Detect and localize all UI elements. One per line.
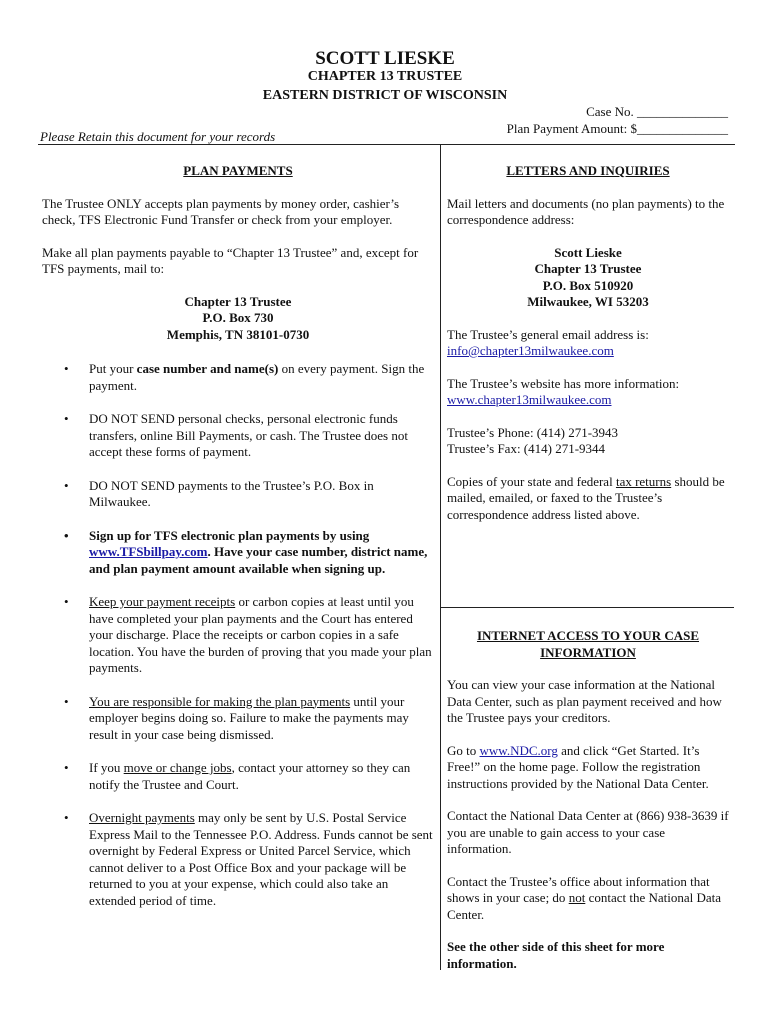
accepted-payments-text: The Trustee ONLY accepts plan payments by money order, cashier’s check, TFS Electronic Fund Transfer or check from your employer. — [42, 195, 400, 227]
text: Copies of your state and federal — [447, 473, 616, 489]
plan-amount-field: Plan Payment Amount: $______________ — [506, 121, 728, 136]
website-label: The Trustee’s website has more information: — [447, 375, 680, 391]
trustee-name-title: SCOTT LIESKE — [315, 48, 455, 69]
text: until your employer begins doing so. Failure to make the payments may result in your case being dismissed. — [89, 693, 409, 742]
plan-payments-column — [42, 163, 434, 926]
list-item — [42, 361, 434, 394]
email-block — [447, 327, 729, 360]
bullet-icon: • — [64, 760, 69, 775]
payment-address — [42, 294, 434, 344]
district-subtitle: EASTERN DISTRICT OF WISCONSIN — [262, 88, 508, 103]
phone-number: Trustee’s Phone: (414) 271-3943 — [447, 424, 619, 440]
correspondence-address-line: P.O. Box 510920 — [542, 277, 634, 293]
website-link[interactable]: www.chapter13milwaukee.com — [447, 392, 612, 407]
text: DO NOT SEND payments to the Trustee’s P.O. Box in Milwaukee. — [89, 477, 374, 509]
trustee-contact-text — [447, 874, 729, 924]
list-item — [42, 760, 434, 793]
text: If you — [89, 760, 124, 775]
column-divider — [440, 145, 441, 970]
text: may only be sent by U.S. Postal Service Express Mail to the Tennessee P.O. Address. Funds cannot be sent overnight by Federal Express or United Parcel Service, which cannot deliver to a Post Office Box and your package will be returned to you at your expense, which could also take an extended period of time. — [89, 810, 433, 908]
letters-inquiries-heading: LETTERS AND INQUIRIES — [506, 163, 670, 178]
correspondence-text: Mail letters and documents (no plan payments) to the correspondence address: — [447, 195, 725, 227]
text-underlined: Overnight payments — [89, 810, 195, 825]
text-underlined: not — [568, 890, 586, 905]
letters-inquiries-column — [447, 163, 729, 972]
text: should be mailed, emailed, or faxed to the Trustee’s correspondence address listed above. — [447, 473, 725, 522]
correspondence-address-line: Scott Lieske — [554, 244, 622, 260]
payment-address-line: Memphis, TN 38101-0730 — [166, 326, 310, 342]
plan-payments-heading: PLAN PAYMENTS — [183, 163, 293, 178]
payable-to-text: Make all plan payments payable to “Chapter 13 Trustee” and, except for TFS payments, mail to: — [42, 244, 419, 276]
text: contact the National Data Center. — [447, 890, 722, 922]
ndc-register-text — [447, 743, 729, 793]
header-divider — [38, 144, 735, 145]
payment-address-line: Chapter 13 Trustee — [184, 293, 292, 309]
bullet-icon: • — [64, 411, 69, 426]
bullet-icon: • — [64, 810, 69, 825]
payment-address-line: P.O. Box 730 — [202, 310, 274, 325]
email-label: The Trustee’s general email address is: — [447, 326, 649, 342]
ndc-intro-text: You can view your case information at the National Data Center, such as plan payment received and how the Trustee pays your creditors. — [447, 677, 722, 725]
email-link[interactable]: info@chapter13milwaukee.com — [447, 343, 614, 358]
website-block — [447, 376, 729, 409]
fax-number: Trustee’s Fax: (414) 271-9344 — [447, 441, 606, 456]
text: and click “Get Started. It’s Free!” on the home page. Follow the registration instructions provided by the National Data Center. — [447, 742, 709, 791]
internet-access-heading: INTERNET ACCESS TO YOUR CASE INFORMATION — [476, 628, 700, 660]
tax-returns-text — [447, 474, 729, 524]
bullet-icon: • — [64, 361, 69, 376]
case-number-field: Case No. ______________ — [586, 104, 728, 119]
text-underlined: move or change jobs — [123, 760, 232, 775]
bullet-icon: • — [64, 693, 69, 709]
retain-note: Please Retain this document for your records — [40, 129, 276, 144]
text-underlined: Keep your payment receipts — [89, 594, 236, 609]
text: Contact the Trustee’s office about information that shows in your case; do — [447, 873, 710, 905]
list-item — [42, 810, 434, 909]
list-item — [42, 594, 434, 677]
text: or carbon copies at least until you have completed your plan payments and the Court has entered your discharge. Place the receipts or carbon copies in a safe location. You have the burden of proving that you made your plan payments. — [89, 594, 432, 675]
ndc-contact-text: Contact the National Data Center at (866) 938-3639 if you are unable to gain access to your case information. — [447, 808, 729, 856]
list-item — [42, 694, 434, 744]
correspondence-address-line: Chapter 13 Trustee — [534, 261, 642, 276]
text: Put your — [89, 361, 137, 376]
payment-instructions-list — [42, 361, 434, 909]
contact-block — [447, 425, 729, 458]
text: Go to — [447, 742, 480, 758]
bullet-icon: • — [64, 477, 69, 493]
ndc-link[interactable]: www.NDC.org — [479, 742, 558, 758]
bullet-icon: • — [64, 527, 69, 543]
bullet-icon: • — [64, 594, 69, 609]
text: , contact your attorney so they can notify the Trustee and Court. — [89, 760, 411, 792]
text-bold: case number and name(s) — [136, 361, 279, 376]
correspondence-address — [447, 245, 729, 311]
correspondence-address-line: Milwaukee, WI 53203 — [527, 294, 649, 309]
text: DO NOT SEND personal checks, personal electronic funds transfers, online Bill Payments, or cash. The Trustee does not accept these forms of payment. — [89, 411, 408, 459]
list-item — [42, 478, 434, 511]
tfsbillpay-link[interactable]: www.TFSbillpay.com — [89, 544, 208, 559]
list-item — [42, 411, 434, 461]
see-other-side-note: See the other side of this sheet for more information. — [447, 939, 665, 971]
text-underlined: tax returns — [615, 473, 672, 489]
text: on every payment. Sign the payment. — [89, 361, 425, 393]
chapter-subtitle: CHAPTER 13 TRUSTEE — [307, 69, 463, 84]
text: . Have your case number, district name, and plan payment amount available when signing up. — [89, 544, 428, 576]
text: Sign up for TFS electronic plan payments by using — [89, 527, 370, 543]
list-item — [42, 528, 434, 578]
text-underlined: You are responsible for making the plan payments — [89, 693, 351, 709]
